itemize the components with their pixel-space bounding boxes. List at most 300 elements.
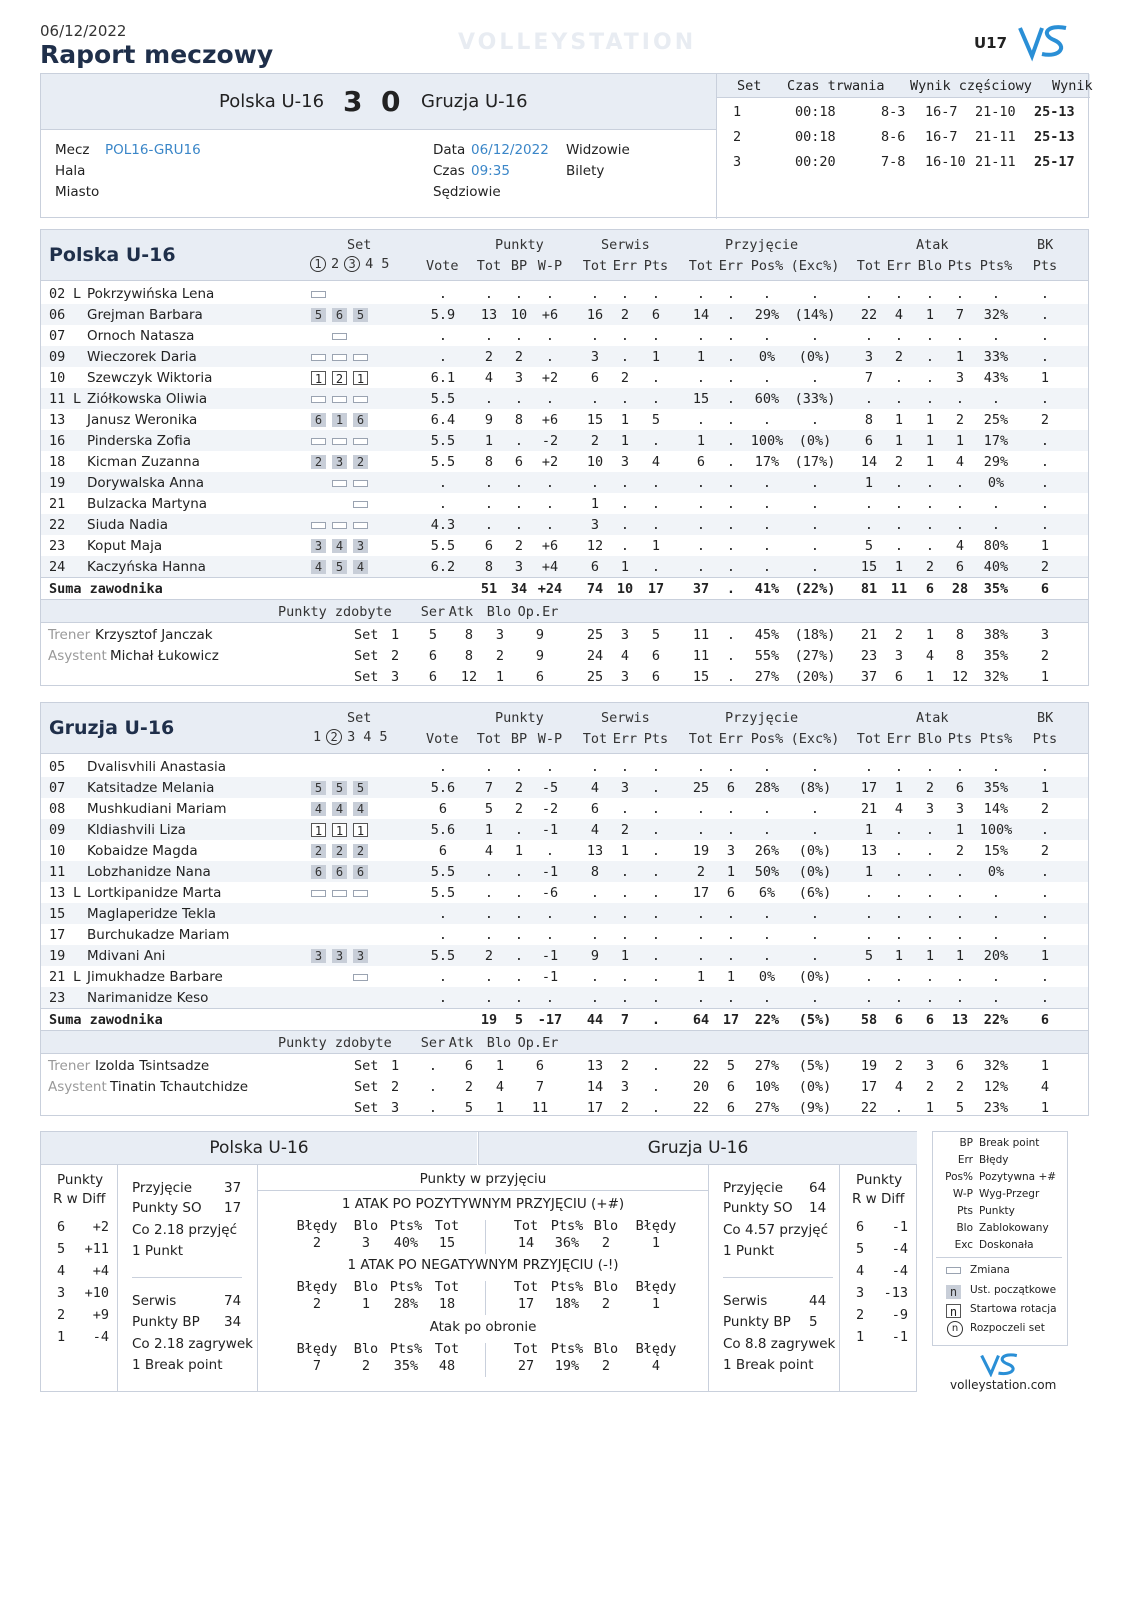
stat-cell: . [651,517,661,533]
stat-cell: 8 [590,864,600,880]
stat-cell: . [810,370,820,386]
legend-box-icon: n [946,1285,961,1299]
stat-cell: 5 [484,801,494,817]
set-stat-cell: 2 [1040,648,1050,664]
group-val-l: 28% [393,1296,419,1312]
stat-cell: . [894,759,904,775]
set-position-box: 3 [353,539,368,553]
stat-cell: . [762,517,772,533]
stat-cell: 1 [925,433,935,449]
set-position-box: 5 [353,308,368,322]
stat-cell: 2 [955,843,965,859]
set-position-box [332,890,347,897]
stat-cell: 43% [983,370,1009,386]
set-position-box: 3 [332,949,347,963]
col-set: Set [347,237,372,253]
set-stat-cell: (5%) [798,1058,832,1074]
stat-cell: . [514,969,524,985]
player-number: 02 [49,286,66,302]
match-time: 09:35 [471,163,510,179]
player-row [41,451,1088,472]
stat-cell: +2 [541,370,559,386]
set-table-header: Wynik [1052,78,1093,94]
sum-cell: 22% [983,1012,1009,1028]
stat-cell: 6.2 [430,559,456,575]
serve-value: 44 [809,1293,827,1309]
rot-number: 1 [856,1329,865,1345]
set-position-box: 6 [353,413,368,427]
stat-cell: 8 [484,559,494,575]
stat-cell: . [894,370,904,386]
player-row [41,514,1088,535]
pz-cell: 5 [428,627,438,643]
group-header-l: Tot [434,1279,460,1295]
set-stat-cell: . [651,1100,661,1116]
set-stat-cell: 14 [586,1079,604,1095]
set-stat-cell: 20 [692,1079,710,1095]
stat-cell: 28% [754,780,780,796]
col-sub-header: Pts [643,258,669,274]
stat-cell: 3 [925,801,935,817]
set-position-box: 6 [311,413,326,427]
set-result: 25-13 [1034,129,1075,145]
set-stat-cell: 2 [620,1058,630,1074]
stat-cell: . [484,475,494,491]
stat-cell: . [894,391,904,407]
sum-cell: 6 [925,1012,935,1028]
bp-value: 5 [809,1314,818,1330]
stat-cell: . [925,328,935,344]
label-widzowie: Widzowie [566,142,630,158]
set-position-box: 4 [332,539,347,553]
stat-cell: . [726,370,736,386]
stat-cell: 6 [514,454,524,470]
player-name: Kicman Zuzanna [87,454,200,470]
pz-cell: 5 [464,1100,474,1116]
stat-cell: 1 [955,433,965,449]
stat-cell: . [894,906,904,922]
legend-rozp: Rozpoczeli set [970,1322,1045,1334]
set-stat-cell: 22 [692,1058,710,1074]
stat-cell: 6 [696,454,706,470]
stat-cell: 35% [983,780,1009,796]
divider [708,1165,709,1392]
stat-cell: 1 [1040,538,1050,554]
set-num: 5 [379,729,388,745]
set-position-box [311,890,326,897]
away-team-name: Gruzja U-16 [421,91,528,112]
player-name: Narimanidze Keso [87,990,209,1006]
set-position-box [311,438,326,445]
stat-cell: . [651,822,661,838]
player-name: Kldiashvili Liza [87,822,186,838]
pz-sub: Op.Er [517,1035,559,1051]
player-row [41,903,1088,924]
pz-cell: 6 [535,669,545,685]
set-header-bg [717,74,1090,98]
group-header-r: Błędy [635,1341,677,1357]
set-position-box [353,501,368,508]
stat-cell: -1 [541,969,559,985]
pz-cell: . [428,1058,438,1074]
set-table-header: Czas trwania [787,78,885,94]
stat-cell: . [590,759,600,775]
legend-border [932,1131,1068,1346]
stat-cell: . [894,990,904,1006]
stat-cell: . [726,286,736,302]
stat-cell: . [1040,286,1050,302]
set-position-box: 6 [332,865,347,879]
set-position-box: 3 [311,539,326,553]
group-val-r: 2 [601,1358,611,1374]
stat-cell: 1 [925,948,935,964]
player-name: Ziółkowska Oliwia [87,391,208,407]
set-position-box [332,354,347,361]
stat-cell: . [590,927,600,943]
col-przyjecie: Przyjęcie [725,237,799,253]
set-stat-cell: 3 [894,648,904,664]
player-number: 21 [49,969,66,985]
player-row [41,798,1088,819]
sum-cell: 58 [860,1012,878,1028]
group-header-l: Tot [434,1218,460,1234]
stat-cell: 0% [987,864,1005,880]
stat-cell: 5.6 [430,780,456,796]
set-position-box: 2 [353,455,368,469]
trainer-label: Trener [48,627,91,643]
set-position-box [332,480,347,487]
divider [117,1165,118,1392]
set-stat-cell: 22 [692,1100,710,1116]
stat-cell: 13 [860,843,878,859]
stat-cell: . [726,759,736,775]
stat-cell: . [514,475,524,491]
set-stat-cell: (0%) [798,1079,832,1095]
col-bk: BK [1037,710,1054,726]
set-stat-cell: 6 [894,669,904,685]
stat-cell: . [810,906,820,922]
stat-cell: . [514,927,524,943]
stat-cell: . [925,475,935,491]
stat-cell: . [726,391,736,407]
set-number: 2 [733,129,742,145]
stat-cell: 2 [1040,843,1050,859]
player-number: 15 [49,906,66,922]
stat-cell: . [726,349,736,365]
set-duration: 00:18 [795,104,836,120]
player-number: 16 [49,433,66,449]
player-name: Ornoch Natasza [87,328,195,344]
stat-cell: . [545,843,555,859]
stat-cell: 100% [979,822,1013,838]
legend-box [932,1131,1068,1396]
stat-cell: . [762,906,772,922]
stat-cell: . [762,412,772,428]
set-position-box [353,522,368,529]
points-scored-header [41,599,1088,623]
col-sub-header: Tot [476,258,502,274]
stat-cell: . [991,969,1001,985]
stat-cell: . [545,990,555,1006]
group-val-l: 2 [312,1296,322,1312]
stat-cell: 6 [726,780,736,796]
sum-cell: . [651,1012,661,1028]
stat-cell: . [696,370,706,386]
stat-cell: 33% [983,349,1009,365]
group-header-l: Pts% [389,1341,423,1357]
group-val-r: 1 [651,1296,661,1312]
group-val-l: 2 [361,1358,371,1374]
player-name: Dorywalska Anna [87,475,205,491]
col-sub-header: Err [718,258,744,274]
rot-diff: +2 [92,1219,109,1235]
stat-cell: . [620,801,630,817]
pz-cell: 8 [464,627,474,643]
stat-cell: . [810,475,820,491]
stat-cell: 1 [955,349,965,365]
sum-cell: 11 [890,581,908,597]
player-row [41,556,1088,577]
group-val-l: 3 [361,1235,371,1251]
group-header-l: Tot [434,1341,460,1357]
set-number: 3 [733,154,742,170]
stat-cell: (0%) [798,433,832,449]
set-stat-cell: 8 [955,627,965,643]
stat-cell: . [514,822,524,838]
col-sub-header: Pts% [979,731,1013,747]
player-row [41,882,1088,903]
legend-desc: Pozytywna +# [979,1171,1057,1183]
stat-cell: . [545,759,555,775]
group-val-r: 1 [651,1235,661,1251]
set-stat-cell: 37 [860,669,878,685]
group-header-r: Błędy [635,1279,677,1295]
player-name: Szewczyk Wiktoria [87,370,213,386]
stat-cell: 6 [484,538,494,554]
set-num: 3 [347,729,356,745]
stat-cell: . [545,496,555,512]
player-number: 19 [49,475,66,491]
stat-cell: . [991,927,1001,943]
stat-cell: . [620,864,630,880]
set-stat-cell: (18%) [794,627,836,643]
stat-cell: . [438,286,448,302]
stat-cell: . [864,906,874,922]
player-name: Pinderska Zofia [87,433,192,449]
stat-cell: -1 [541,948,559,964]
stat-cell: . [810,559,820,575]
player-number: 22 [49,517,66,533]
rot-number: 6 [856,1219,865,1235]
stat-cell: 2 [894,349,904,365]
stat-cell: . [810,822,820,838]
stat-cell: . [438,759,448,775]
stat-cell: . [1040,307,1050,323]
stat-cell: 1 [620,843,630,859]
sum-cell: 6 [894,1012,904,1028]
player-number: 07 [49,780,66,796]
stat-cell: 1 [1040,370,1050,386]
set-numbers [309,256,393,272]
player-number: 08 [49,801,66,817]
player-name: Bulzacka Martyna [87,496,208,512]
libero-flag: L [73,391,82,407]
set-stat-cell: 6 [726,1100,736,1116]
sum-cell: 34 [510,581,528,597]
player-number: 17 [49,927,66,943]
pz-cell: . [428,1079,438,1095]
col-sub-header: Pts [947,258,973,274]
rot-number: 4 [856,1263,865,1279]
stat-cell: . [925,286,935,302]
sum-cell: 6 [1040,1012,1050,1028]
recv-label: Przyjęcie [132,1180,193,1196]
stat-cell: 1 [620,433,630,449]
player-row [41,840,1088,861]
set-position-box: 2 [311,844,326,858]
trainer-label: Trener [48,1058,91,1074]
legend-desc: Doskonała [979,1239,1034,1251]
set-stats-row [41,645,1088,666]
sep [723,1277,833,1278]
stat-cell: 0% [758,349,776,365]
player-name: Kaczyńska Hanna [87,559,206,575]
sep [132,1277,242,1278]
col-sub-header: Err [612,731,638,747]
stat-cell: . [651,328,661,344]
stat-cell: . [1040,969,1050,985]
stat-cell: . [762,990,772,1006]
stat-cell: . [955,475,965,491]
stat-cell: . [514,864,524,880]
assistant-label: Asystent [48,648,107,664]
stat-cell: 22 [860,307,878,323]
player-name: Wieczorek Daria [87,349,197,365]
stat-cell: . [955,906,965,922]
pz-cell: . [428,1100,438,1116]
stat-cell: . [696,475,706,491]
stat-cell: 1 [864,475,874,491]
stat-cell: 4 [651,454,661,470]
stat-cell: 3 [726,843,736,859]
stat-cell: 4 [894,307,904,323]
stat-cell: . [484,864,494,880]
rot-number: 5 [57,1241,66,1257]
stat-cell: . [651,391,661,407]
pz-cell: 12 [460,669,478,685]
col-sub-header: Err [886,731,912,747]
sum-cell: 7 [620,1012,630,1028]
col-atak: Atak [916,237,949,253]
volleystation-logo-icon [980,1351,1020,1377]
stat-cell: (8%) [798,780,832,796]
stat-cell: . [955,286,965,302]
legend-key: Exc [954,1239,973,1251]
so-label: Punkty SO [132,1200,202,1216]
stat-cell: . [762,538,772,554]
set-position-box [332,522,347,529]
stat-cell: 13 [480,307,498,323]
stat-cell: . [620,496,630,512]
stat-cell: 60% [754,391,780,407]
legend-desc: Zablokowany [979,1222,1049,1234]
stat-cell: 13 [586,843,604,859]
set-position-box: 3 [353,949,368,963]
stat-cell: . [484,286,494,302]
site-url: volleystation.com [950,1378,1057,1392]
co2: Co 2.18 zagrywek [132,1336,253,1352]
sum-cell: 44 [586,1012,604,1028]
sep [485,1281,486,1315]
stat-cell: 1 [726,969,736,985]
player-row [41,777,1088,798]
set-duration: 00:18 [795,129,836,145]
stat-cell: 4 [484,843,494,859]
bp-value: 34 [224,1314,242,1330]
stat-cell: 0% [987,475,1005,491]
stat-cell: . [864,391,874,407]
stat-cell: . [810,948,820,964]
pz-cell: 4 [495,1079,505,1095]
stat-cell: . [726,517,736,533]
stat-cell: +6 [541,307,559,323]
pz-cell: 8 [464,648,474,664]
stat-cell: 6 [438,843,448,859]
set-stat-cell: 32% [983,1058,1009,1074]
stat-cell: . [620,349,630,365]
stat-cell: . [894,885,904,901]
stat-cell: . [864,517,874,533]
player-name: Lortkipanidze Marta [87,885,222,901]
set-position-box [353,438,368,445]
report-title: Raport meczowy [40,40,274,69]
group-header-l: Pts% [389,1279,423,1295]
stat-cell: . [864,759,874,775]
bp1: 1 Break point [723,1357,814,1373]
set-stat-cell: 1 [925,1100,935,1116]
stat-cell: 5 [864,948,874,964]
col-sub-header: Err [612,258,638,274]
team-stats-name: Polska U-16 [49,244,176,266]
set-stat-cell: 1 [925,669,935,685]
set-position-box: 4 [311,802,326,816]
stat-cell: 3 [955,801,965,817]
set-partial-3: 21-11 [975,154,1016,170]
libero-flag: L [73,969,82,985]
set-stats-row [41,666,1088,687]
group-val-l: 2 [312,1235,322,1251]
rot-rw-label: R w Diff [852,1191,905,1207]
sum-cell: (22%) [794,581,836,597]
stat-cell: 2 [590,433,600,449]
stat-cell: . [925,843,935,859]
stat-cell: 1 [696,349,706,365]
col-sub-header: Pts [643,731,669,747]
set-num: 3 [344,256,360,272]
stat-cell: 3 [955,370,965,386]
player-row [41,924,1088,945]
stat-cell: . [726,433,736,449]
col-sub-header: Tot [688,258,714,274]
match-code: POL16-GRU16 [105,142,201,158]
set-position-box: 6 [311,865,326,879]
stat-cell: . [651,864,661,880]
legend-desc: Błędy [979,1154,1009,1166]
stat-cell: 2 [620,822,630,838]
stat-cell: . [1040,990,1050,1006]
assistant-name: Tinatin Tchautchidze [110,1079,249,1095]
team-stats-header [41,703,1088,754]
